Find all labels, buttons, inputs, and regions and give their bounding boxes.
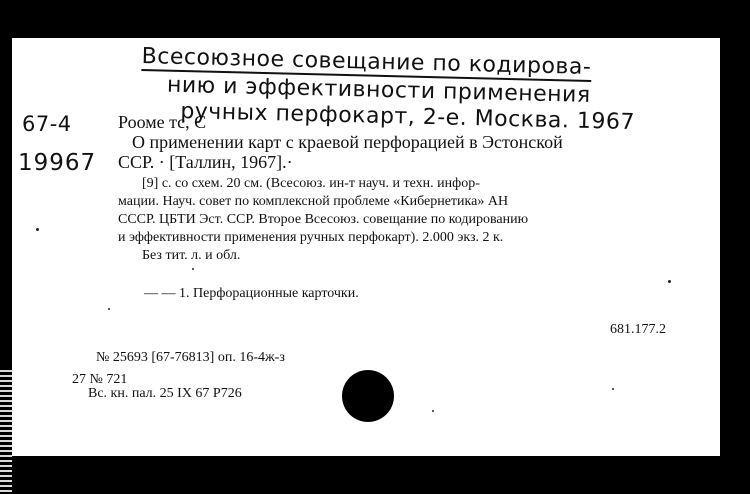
description-line-5: Без тит. л. и обл. <box>142 248 241 263</box>
speck <box>192 268 194 270</box>
description-line-2: мации. Науч. совет по комплексной проблеме «Кибернетика» АН <box>118 194 509 209</box>
handwritten-line-1: Всесоюзное совещание по кодирова- <box>141 44 592 80</box>
speck <box>432 410 434 412</box>
inventory-number: 19967 <box>18 150 97 176</box>
description-line-1: [9] с. со схем. 20 см. (Всесоюз. ин-т науч. и техн. инфор- <box>142 176 480 191</box>
speck <box>36 228 39 231</box>
title-line-1: О применении карт с краевой перфорацией в Эстонской <box>132 132 563 152</box>
card-number: 27 № 721 <box>72 372 128 387</box>
handwritten-line-2: нию и эффективности применения <box>166 72 591 108</box>
order-line: № 25693 [67-76813] оп. 16-4ж-з <box>96 350 285 365</box>
film-edge-strip <box>0 370 12 494</box>
udc-code: 681.177.2 <box>610 322 666 337</box>
print-line: Вс. кн. пал. 25 IX 67 Р726 <box>88 386 242 401</box>
shelf-code: 67-4 <box>22 112 72 136</box>
title-line-2: ССР. · [Таллин, 1967].· <box>118 152 293 172</box>
author: Рооме тс, С <box>118 112 207 132</box>
description-line-4: и эффективности применения ручных перфокарт). 2.000 экз. 2 к. <box>118 230 504 245</box>
speck <box>612 388 614 390</box>
handwritten-line-3: ручных перфокарт, 2-е. Москва. 1967 <box>180 98 636 136</box>
catalog-card <box>12 38 720 456</box>
speck <box>668 280 671 283</box>
speck <box>108 308 110 310</box>
ink-blot <box>342 370 394 422</box>
description-line-3: СССР. ЦБТИ Эст. ССР. Второе Всесоюз. совещание по кодированию <box>118 212 529 227</box>
subject-heading: — — 1. Перфорационные карточки. <box>144 286 359 301</box>
